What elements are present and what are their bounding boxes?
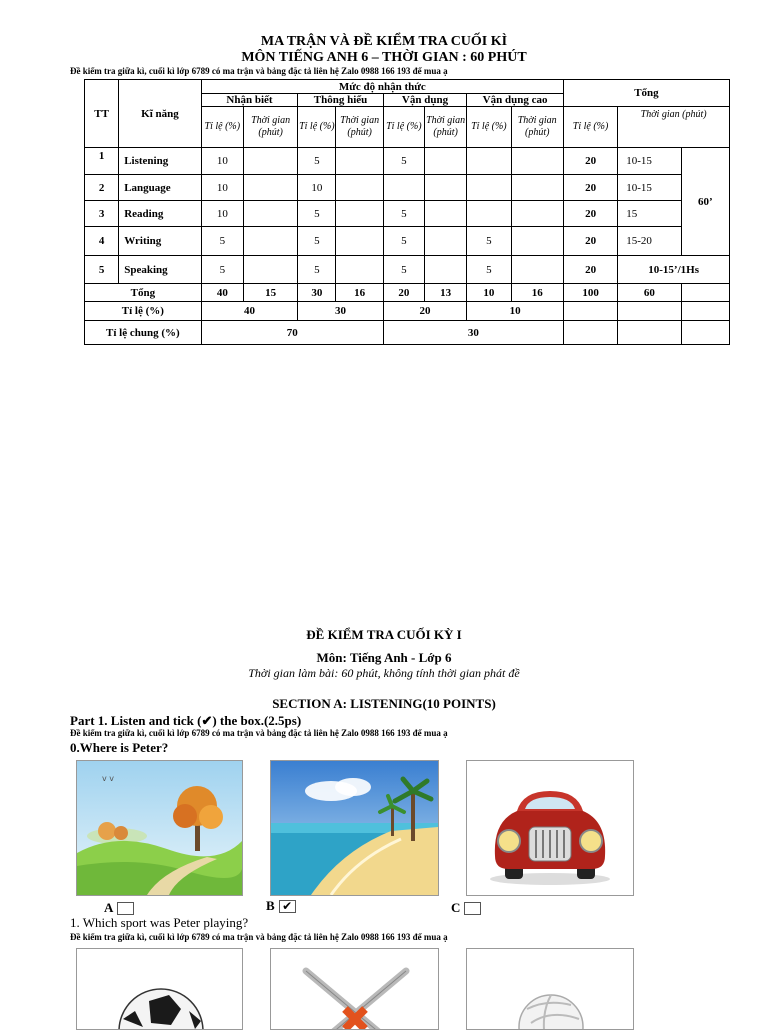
cell-rate: 20 — [563, 227, 617, 256]
row-skill: Speaking — [119, 256, 201, 284]
cell-time: 15 — [618, 201, 681, 227]
cell-vdc — [467, 201, 511, 227]
total-rate-header: Tỉ lệ (%) — [563, 107, 617, 148]
part1-instruction: Part 1. Listen and tick (✔) the box.(2.5ps) — [70, 713, 302, 728]
option-b[interactable] — [266, 898, 296, 914]
cell-time: 10-15’/1Hs — [618, 256, 730, 284]
checkbox-b[interactable] — [279, 900, 296, 913]
sum-cell: 30 — [298, 284, 336, 302]
sub-rate: Tỉ lệ (%) — [298, 107, 336, 148]
car-image — [466, 760, 634, 896]
volleyball-image — [466, 948, 634, 1030]
sub-time: Thời gian (phút) — [336, 107, 383, 148]
table-row — [85, 201, 730, 227]
cell-nb: 5 — [201, 256, 243, 284]
common-cell: 70 — [201, 321, 383, 345]
col-skill: Kĩ năng — [119, 80, 201, 148]
rate-row — [85, 302, 730, 321]
cell-vd — [383, 175, 424, 201]
cell-nb: 5 — [201, 227, 243, 256]
sum-cell: 100 — [563, 284, 617, 302]
rate-cell: 30 — [298, 302, 384, 321]
cell-vd: 5 — [383, 256, 424, 284]
level-van-dung: Vận dụng — [383, 94, 466, 107]
exam-subject: Môn: Tiếng Anh - Lớp 6 — [316, 650, 452, 665]
exam-title: ĐỀ KIỂM TRA CUỐI KỲ I — [306, 627, 462, 642]
countryside-image — [76, 760, 243, 896]
cell-rate: 20 — [563, 175, 617, 201]
cell-vdc: 5 — [467, 256, 511, 284]
common-label: Tỉ lệ chung (%) — [85, 321, 202, 345]
section-title: SECTION A: LISTENING(10 POINTS) — [272, 696, 496, 711]
question-1: 1. Which sport was Peter playing? — [70, 915, 249, 930]
hockey-sticks-image — [270, 948, 439, 1030]
beach-image — [270, 760, 439, 896]
option-c-label: C — [451, 900, 461, 915]
option-c[interactable] — [451, 900, 481, 916]
rate-label: Tỉ lệ (%) — [85, 302, 202, 321]
sum-label: Tổng — [85, 284, 202, 302]
col-level: Mức độ nhận thức — [201, 80, 563, 94]
sub-rate: Tỉ lệ (%) — [201, 107, 243, 148]
matrix-table — [84, 79, 730, 345]
option-b-label: B — [266, 898, 275, 913]
ad-note: Đề kiểm tra giữa kì, cuối kì lớp 6789 có ma trận và bảng đặc tả liên hệ Zalo 0988 166 193 để mua ạ — [70, 728, 448, 738]
cell-time: 10-15 — [618, 148, 681, 175]
cell-th: 10 — [298, 175, 336, 201]
ad-note: Đề kiểm tra giữa kì, cuối kì lớp 6789 có ma trận và bảng đặc tả liên hệ Zalo 0988 166 193 để mua ạ — [70, 932, 448, 942]
cell-nb: 10 — [201, 175, 243, 201]
row-skill: Writing — [119, 227, 201, 256]
common-row — [85, 321, 730, 345]
common-cell: 30 — [383, 321, 563, 345]
table-row — [85, 175, 730, 201]
cell-time: 10-15 — [618, 175, 681, 201]
total-time-header: Thời gian (phút) — [618, 107, 730, 148]
cell-vdc — [467, 175, 511, 201]
sum-cell: 15 — [243, 284, 297, 302]
sum-cell: 10 — [467, 284, 511, 302]
cell-th: 5 — [298, 256, 336, 284]
sum-cell: 16 — [511, 284, 563, 302]
row-skill: Language — [119, 175, 201, 201]
option-a[interactable] — [104, 900, 134, 916]
rate-cell: 10 — [467, 302, 564, 321]
sum-cell: 13 — [424, 284, 466, 302]
sum-cell: 60 — [618, 284, 681, 302]
row-skill: Reading — [119, 201, 201, 227]
cell-time: 15-20 — [618, 227, 681, 256]
cell-rate: 20 — [563, 201, 617, 227]
row-tt: 5 — [85, 256, 119, 284]
sum-cell: 20 — [383, 284, 424, 302]
sub-rate: Tỉ lệ (%) — [467, 107, 511, 148]
svg-text:v v: v v — [102, 774, 115, 783]
question-0: 0.Where is Peter? — [70, 740, 169, 755]
sub-time: Thời gian (phút) — [424, 107, 466, 148]
level-nhan-biet: Nhận biết — [201, 94, 298, 107]
row-tt: 3 — [85, 201, 119, 227]
cell-vdc: 5 — [467, 227, 511, 256]
row-skill: Listening — [119, 148, 201, 175]
cell-vd: 5 — [383, 201, 424, 227]
table-row — [85, 227, 730, 256]
cell-th: 5 — [298, 227, 336, 256]
check-icon: ✔ — [282, 898, 293, 913]
col-tt: TT — [85, 80, 119, 148]
cell-nb: 10 — [201, 148, 243, 175]
sub-rate: Tỉ lệ (%) — [383, 107, 424, 148]
cell-rate: 20 — [563, 256, 617, 284]
matrix-subtitle: MÔN TIẾNG ANH 6 – THỜI GIAN : 60 PHÚT — [241, 50, 527, 65]
sum-cell: 16 — [336, 284, 383, 302]
level-van-dung-cao: Vận dụng cao — [467, 94, 564, 107]
cell-nb: 10 — [201, 201, 243, 227]
table-row — [85, 256, 730, 284]
cell-th: 5 — [298, 148, 336, 175]
row-tt: 4 — [85, 227, 119, 256]
cell-vdc — [467, 148, 511, 175]
merged-total-time: 60’ — [681, 148, 729, 256]
cell-vd: 5 — [383, 227, 424, 256]
row-tt: 2 — [85, 175, 119, 201]
rate-cell: 20 — [383, 302, 466, 321]
col-total: Tổng — [563, 80, 729, 107]
cell-th: 5 — [298, 201, 336, 227]
football-image — [76, 948, 243, 1030]
cell-vd: 5 — [383, 148, 424, 175]
sub-time: Thời gian (phút) — [243, 107, 297, 148]
sub-time: Thời gian (phút) — [511, 107, 563, 148]
matrix-title: MA TRẬN VÀ ĐỀ KIỂM TRA CUỐI KÌ — [260, 34, 508, 49]
checkbox-c[interactable] — [464, 902, 481, 915]
checkbox-a[interactable] — [117, 902, 134, 915]
sum-row — [85, 284, 730, 302]
option-a-label: A — [104, 900, 114, 915]
exam-time-note: Thời gian làm bài: 60 phút, không tính thời gian phát đề — [248, 666, 520, 680]
level-thong-hieu: Thông hiểu — [298, 94, 384, 107]
sum-cell: 40 — [201, 284, 243, 302]
cell-rate: 20 — [563, 148, 617, 175]
ad-note: Đề kiểm tra giữa kì, cuối kì lớp 6789 có ma trận và bảng đặc tả liên hệ Zalo 0988 166 193 để mua ạ — [70, 66, 448, 76]
table-row — [85, 148, 730, 175]
row-tt: 1 — [85, 148, 119, 175]
rate-cell: 40 — [201, 302, 298, 321]
